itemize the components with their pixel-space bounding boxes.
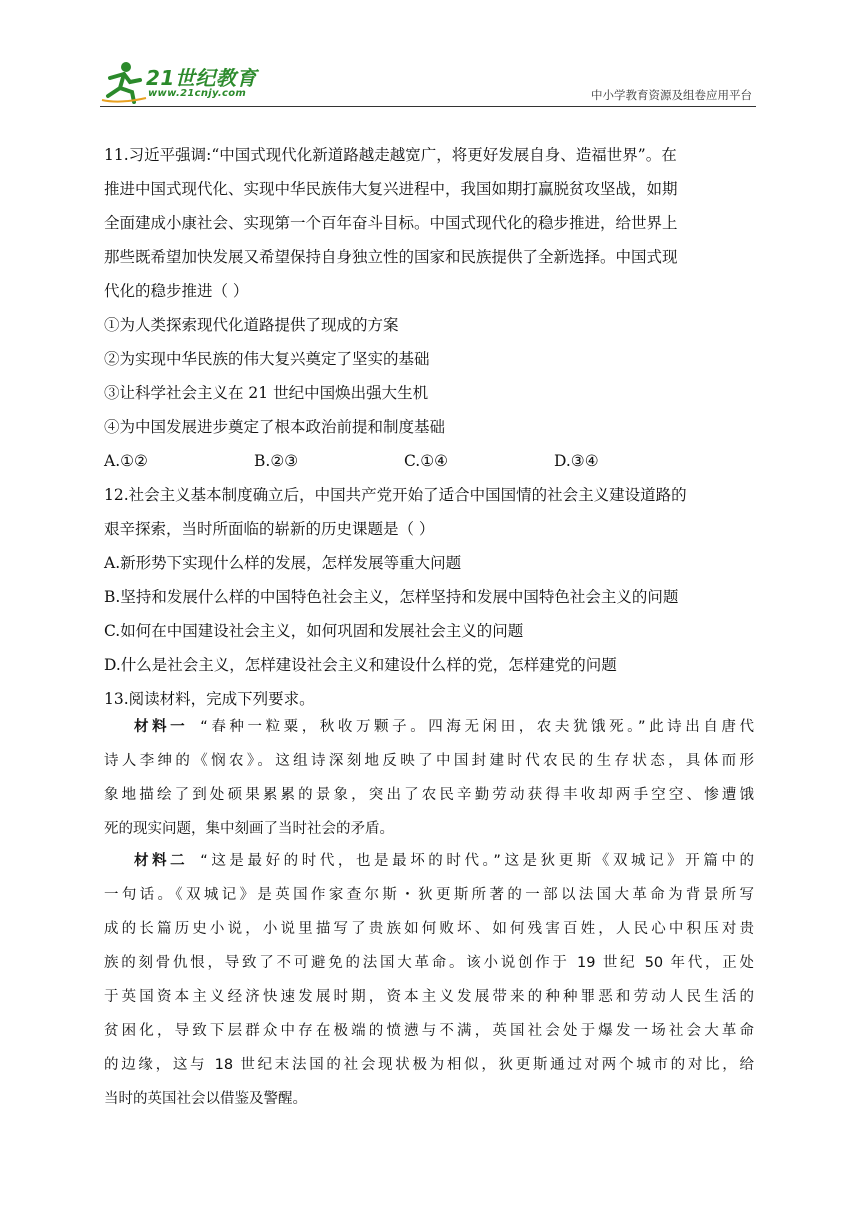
q12-line: 12.社会主义基本制度确立后，中国共产党开始了适合中国国情的社会主义建设道路的 xyxy=(104,486,687,504)
q11-options xyxy=(104,444,754,478)
material-one-line: 死的现实问题，集中刻画了当时社会的矛盾。 xyxy=(104,821,394,837)
q13-title: 13.阅读材料，完成下列要求。 xyxy=(104,690,315,708)
q11-item: ③让科学社会主义在 21 世纪中国焕出强大生机 xyxy=(104,384,429,402)
q11-option-d: D.③④ xyxy=(554,452,599,470)
material-two-text: “这是最好的时代，也是最坏的时代。”这是狄更斯《双城记》开篇中的 xyxy=(200,853,755,869)
q11-line: 11.习近平强调:“中国式现代化新道路越走越宽广，将更好发展自身、造福世界”。在 xyxy=(104,146,677,164)
material-two-line: 一句话。《双城记》是英国作家查尔斯・狄更斯所著的一部以法国大革命为背景所写 xyxy=(104,887,754,903)
q11-option-a: A.①② xyxy=(104,452,148,470)
material-two-line: 族的刻骨仇恨，导致了不可避免的法国大革命。该小说创作于 19 世纪 50 年代，正处 xyxy=(104,955,754,971)
logo xyxy=(100,60,270,106)
material-one-label: 材料一 xyxy=(134,719,189,735)
q11-item: ①为人类探索现代化道路提供了现成的方案 xyxy=(104,316,399,334)
page-header xyxy=(100,60,756,107)
q11-option-c: C.①④ xyxy=(404,452,449,470)
material-one-line: 象地描绘了到处硕果累累的景象，突出了农民辛勤劳动获得丰收却两手空空、惨遭饿 xyxy=(104,787,754,803)
material-one-text: “春种一粒粟，秋收万颗子。四海无闲田，农夫犹饿死。”此诗出自唐代 xyxy=(200,719,755,735)
q12-option-b: B.坚持和发展什么样的中国特色社会主义，怎样坚持和发展中国特色社会主义的问题 xyxy=(104,588,679,606)
q11-item: ②为实现中华民族的伟大复兴奠定了坚实的基础 xyxy=(104,350,430,368)
q11-item: ④为中国发展进步奠定了根本政治前提和制度基础 xyxy=(104,418,446,436)
material-two-line: 成的长篇历史小说，小说里描写了贵族如何败坏、如何残害百姓，人民心中积压对贵 xyxy=(104,921,754,937)
material-one xyxy=(104,710,754,846)
material-two-line: 的边缘，这与 18 世纪末法国的社会现状极为相似，狄更斯通过对两个城市的对比，给 xyxy=(104,1057,754,1073)
material-two xyxy=(104,844,754,1116)
q11-line: 推进中国式现代化、实现中华民族伟大复兴进程中，我国如期打赢脱贫攻坚战，如期 xyxy=(104,180,678,198)
q12-option-c: C.如何在中国建设社会主义，如何巩固和发展社会主义的问题 xyxy=(104,622,524,640)
material-one-first-line xyxy=(104,710,754,744)
q11-option-b: B.②③ xyxy=(254,452,299,470)
q11-line: 代化的稳步推进（ ） xyxy=(104,282,249,300)
question-12 xyxy=(104,478,754,682)
platform-name: 中小学教育资源及组卷应用平台 xyxy=(591,88,752,102)
q12-option-d: D.什么是社会主义，怎样建设社会主义和建设什么样的党，怎样建党的问题 xyxy=(104,656,617,674)
q12-option-a: A.新形势下实现什么样的发展，怎样发展等重大问题 xyxy=(104,554,462,572)
logo-url: www.21cnjy.com xyxy=(148,88,247,99)
q11-line: 全面建成小康社会、实现第一个百年奋斗目标。中国式现代化的稳步推进，给世界上 xyxy=(104,214,678,232)
q11-line: 那些既希望加快发展又希望保持自身独立性的国家和民族提供了全新选择。中国式现 xyxy=(104,248,678,266)
runner-logo-icon xyxy=(100,60,148,104)
material-one-line: 诗人李绅的《悯农》。这组诗深刻地反映了中国封建时代农民的生存状态，具体而形 xyxy=(104,753,754,769)
material-two-label: 材料二 xyxy=(134,853,189,869)
material-two-line: 当时的英国社会以借鉴及警醒。 xyxy=(104,1091,307,1107)
q12-line: 艰辛探索，当时所面临的崭新的历史课题是（ ） xyxy=(104,520,435,538)
logo-text: 21世纪教育 xyxy=(146,66,257,90)
material-two-first-line xyxy=(104,844,754,878)
questions-11-13 xyxy=(104,138,754,716)
question-11 xyxy=(104,138,754,478)
material-two-line: 贫困化，导致下层群众中存在极端的愤懑与不满，英国社会处于爆发一场社会大革命 xyxy=(104,1023,754,1039)
material-two-line: 于英国资本主义经济快速发展时期，资本主义发展带来的种种罪恶和劳动人民生活的 xyxy=(104,989,754,1005)
